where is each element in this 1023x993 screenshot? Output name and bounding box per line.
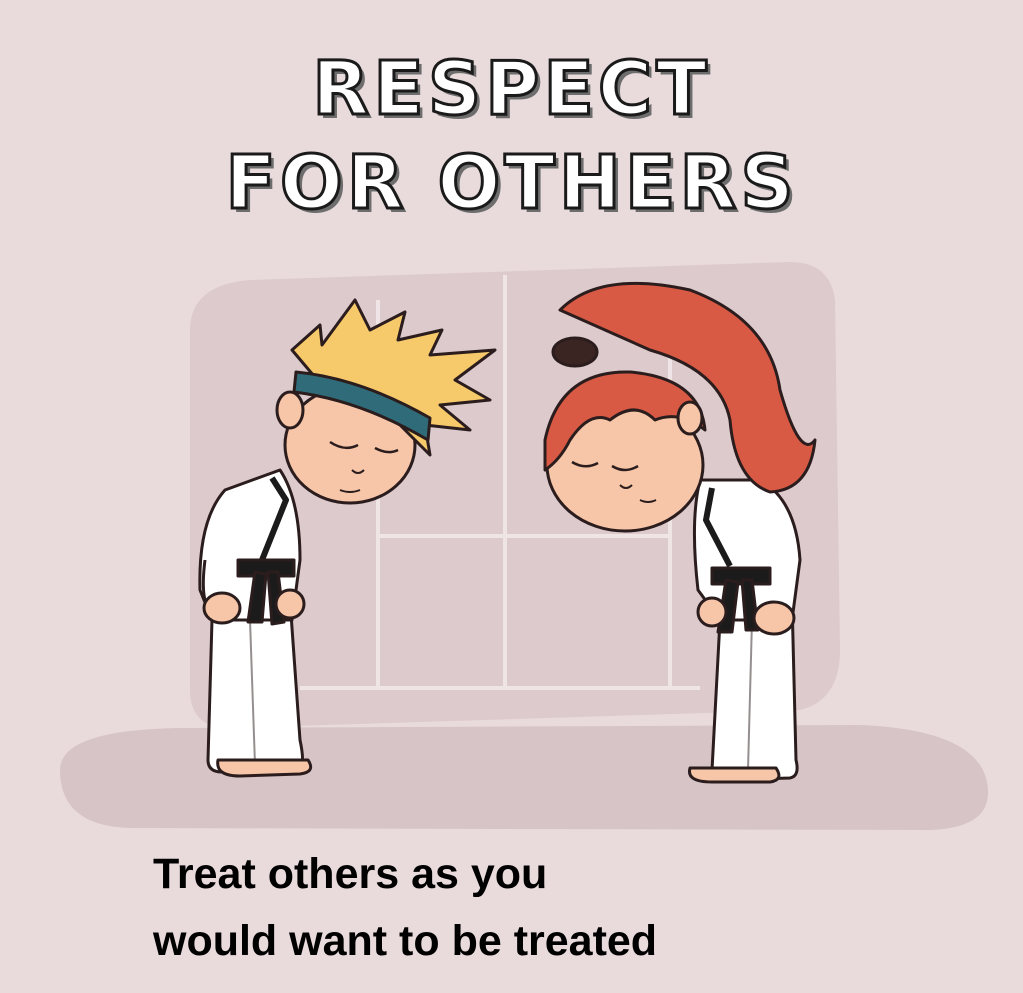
caption-line-2: would want to be treated (153, 917, 658, 965)
title-line-2: FOR OTHERS (225, 140, 798, 226)
hair-bun-icon (553, 338, 597, 366)
caption-line-1: Treat others as you (153, 850, 548, 898)
title-line-1: RESPECT (312, 46, 711, 132)
floor-shadow (60, 725, 988, 830)
